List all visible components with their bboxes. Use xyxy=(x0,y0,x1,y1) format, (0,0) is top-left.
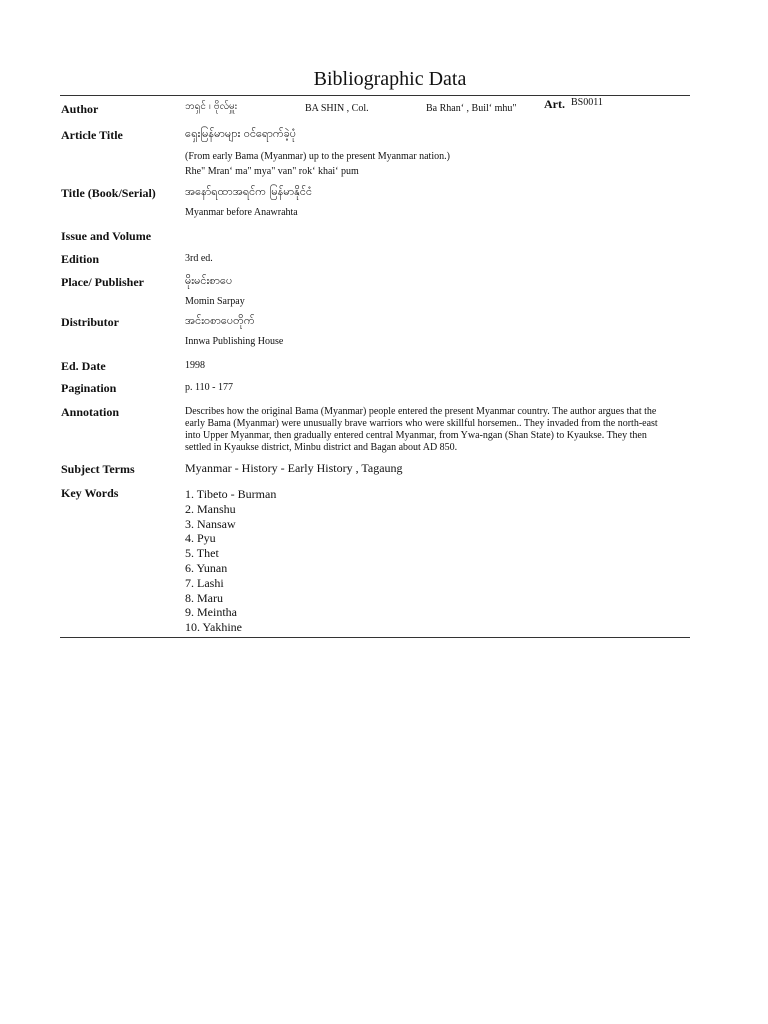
key-word-item: 6. Yunan xyxy=(185,560,228,575)
author-english: BA SHIN , Col. xyxy=(305,103,369,114)
distributor-label: Distributor xyxy=(61,315,119,329)
author-label: Author xyxy=(61,102,99,116)
key-word-item: 1. Tibeto - Burman xyxy=(185,487,277,501)
article-title-romanized: Rhe" Mran‘ ma" mya" van" rok‘ khai‘ pum xyxy=(185,166,359,177)
key-word-item: 10. Yakhine xyxy=(185,620,243,635)
title-book-english: Myanmar before Anawrahta xyxy=(185,207,298,218)
place-publisher-label: Place/ Publisher xyxy=(61,275,144,289)
article-title-label: Article Title xyxy=(61,128,123,142)
art-label: Art. xyxy=(544,97,565,111)
annotation-line: early Bama (Myanmar) were unusually brave warriors who were skillful horsemen.. They invaded from the north-east xyxy=(185,418,658,429)
subject-terms-label: Subject Terms xyxy=(61,462,135,476)
pagination-value: p. 110 - 177 xyxy=(185,382,233,393)
key-word-item: 4. Pyu xyxy=(185,531,216,546)
edition-label: Edition xyxy=(61,252,100,266)
issue-volume-label: Issue and Volume xyxy=(61,229,152,243)
key-word-item: 9. Meintha xyxy=(185,605,237,620)
publisher-myanmar: မိုးမင်းစာပေ xyxy=(185,274,233,287)
key-word-item: 2. Manshu xyxy=(185,501,236,516)
title-book-serial-label: Title (Book/Serial) xyxy=(61,186,156,200)
ed-date-label: Ed. Date xyxy=(61,359,106,373)
key-words-list xyxy=(185,487,276,635)
art-number: BS0011 xyxy=(571,97,603,108)
publisher-english: Momin Sarpay xyxy=(185,296,245,307)
key-word-item: 7. Lashi xyxy=(185,575,224,590)
edition-value: 3rd ed. xyxy=(185,253,213,264)
top-divider xyxy=(60,95,690,96)
author-romanized: Ba Rhan‘ , Buil‘ mhu" xyxy=(426,103,517,114)
key-word-item: 8. Maru xyxy=(185,590,223,605)
article-title-myanmar: ရှေးမြန်မာများ ဝင်ရောက်ခဲ့ပုံ xyxy=(185,127,297,140)
bottom-divider xyxy=(60,637,690,638)
document-title: Bibliographic Data xyxy=(313,68,467,90)
distributor-myanmar: အင်းဝစာပေတိုက် xyxy=(185,314,255,327)
distributor-english: Innwa Publishing House xyxy=(185,336,284,347)
title-book-myanmar: အနော်ရထာအရင်က မြန်မာနိုင်ငံ xyxy=(185,185,313,198)
article-title-english: (From early Bama (Myanmar) up to the present Myanmar nation.) xyxy=(185,151,450,162)
annotation-line: into Upper Myanmar, then gradually entered central Myanmar, from Ywa-ngan (Shan State) to Kyaukse. They then xyxy=(185,430,647,441)
annotation-line: settled in Kyaukse district, Minbu district and Bagan about AD 850. xyxy=(185,442,458,453)
annotation-label: Annotation xyxy=(61,405,120,419)
key-word-item: 3. Nansaw xyxy=(185,516,236,531)
subject-terms-value: Myanmar - History - Early History , Tagaung xyxy=(185,461,403,475)
ed-date-value: 1998 xyxy=(185,360,205,371)
key-word-item: 5. Thet xyxy=(185,546,219,561)
key-words-label: Key Words xyxy=(61,486,119,500)
author-myanmar: ဘရှင် ၊ ဗိုလ်မှူး xyxy=(185,101,238,112)
pagination-label: Pagination xyxy=(61,381,117,395)
annotation-line: Describes how the original Bama (Myanmar) people entered the present Myanmar country. The author argues that the xyxy=(185,406,657,417)
